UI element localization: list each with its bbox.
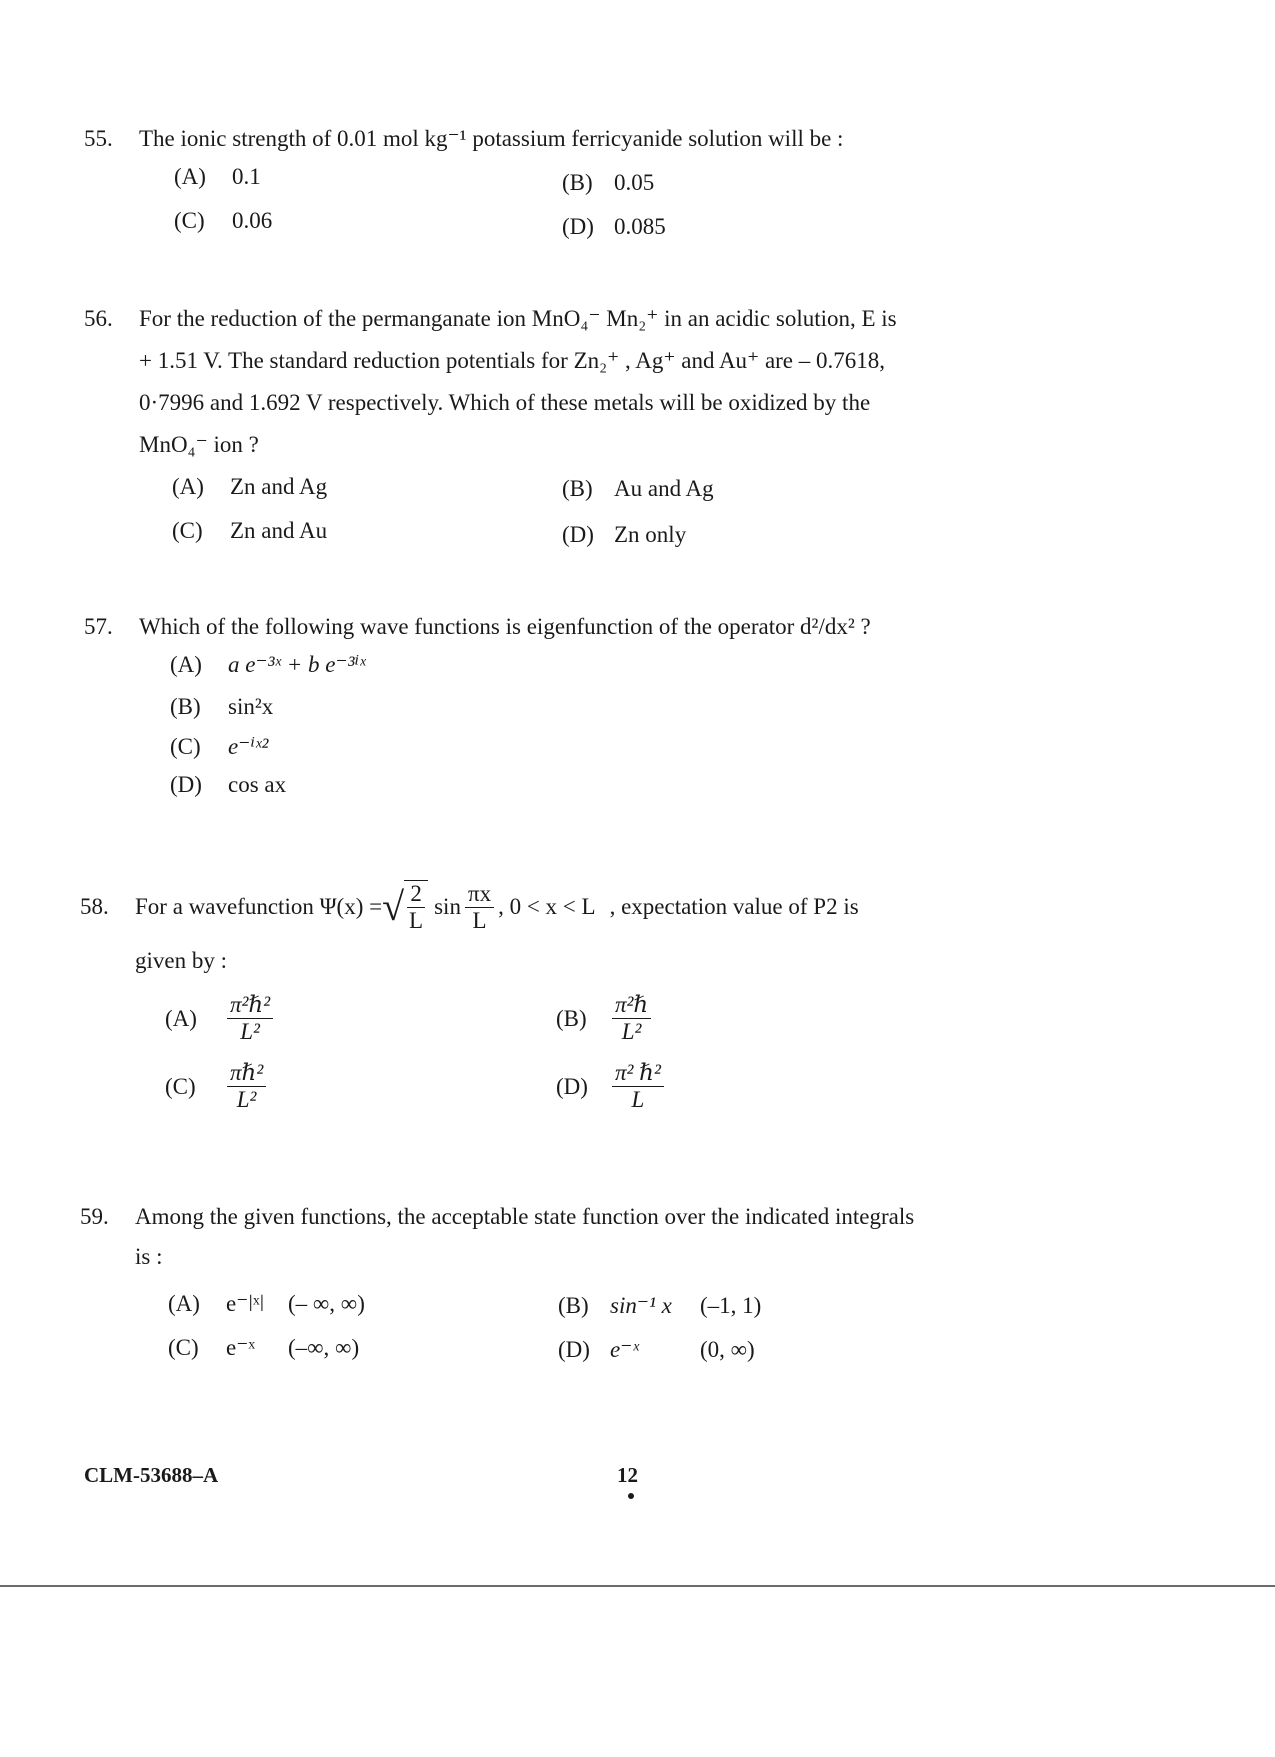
option-label: (A): [172, 474, 204, 499]
question-number: 55.: [84, 126, 113, 151]
fraction-denominator: L: [409, 908, 424, 933]
fraction-numerator: π² ℏ²: [612, 1060, 664, 1087]
option-function: sin⁻¹ x: [610, 1293, 672, 1318]
option-d: [558, 1337, 755, 1363]
option-text: Zn only: [614, 522, 687, 547]
option-label: (C): [172, 518, 203, 543]
bottom-rule: [0, 1585, 1275, 1587]
option-text: Zn and Ag: [230, 474, 328, 499]
option-interval: (–∞, ∞): [288, 1335, 360, 1360]
option-c: [170, 734, 268, 760]
option-interval: (–1, 1): [700, 1293, 762, 1318]
fraction-numerator: 2: [407, 881, 425, 908]
question-text-line: is :: [135, 1244, 163, 1269]
option-b: [562, 476, 714, 502]
paper-code: CLM-53688–A: [84, 1463, 219, 1487]
option-label: (C): [170, 734, 201, 759]
option-text: sin²x: [228, 694, 274, 719]
option-label: (D): [562, 522, 594, 547]
option-interval: (– ∞, ∞): [288, 1291, 365, 1316]
option-text: e⁻ⁱˣ²: [228, 734, 269, 759]
question-58: [80, 880, 1190, 1124]
option-label: (C): [165, 1073, 196, 1099]
question-text: Which of the following wave functions is eigenfunction of the operator d²/dx² ?: [139, 614, 871, 639]
option-text: 0.05: [614, 170, 655, 195]
option-b: [556, 992, 655, 1045]
option-fraction: [612, 1060, 664, 1113]
fraction-denominator: L: [472, 907, 487, 933]
question-text-line: 0·7996 and 1.692 V respectively. Which of these metals will be oxidized by the: [139, 390, 871, 415]
option-label: (B): [558, 1293, 589, 1318]
question-56: [84, 298, 1194, 566]
option-b: [170, 694, 273, 720]
option-d: [562, 214, 666, 240]
question-text-tail: , expectation value of P2 is: [609, 894, 859, 919]
question-number: 56.: [84, 306, 113, 331]
option-label: (D): [556, 1073, 588, 1099]
question-text-line: Among the given functions, the acceptable state function over the indicated integrals: [135, 1204, 915, 1229]
fraction-numerator: πx: [465, 881, 494, 908]
option-b: [558, 1293, 761, 1319]
fraction-denominator: L: [631, 1087, 645, 1112]
option-c: [174, 208, 272, 234]
question-number: 57.: [84, 614, 113, 639]
option-label: (A): [168, 1291, 200, 1316]
option-function: e⁻ˣ: [226, 1335, 255, 1360]
fraction-numerator: π²ℏ²: [227, 992, 273, 1019]
option-c: [168, 1335, 359, 1361]
question-59: [80, 1197, 1190, 1377]
question-number: 58.: [80, 894, 109, 919]
option-interval: (0, ∞): [700, 1337, 755, 1362]
sqrt-expression: [382, 880, 428, 934]
option-label: (B): [170, 694, 201, 719]
option-text: Zn and Au: [230, 518, 328, 543]
question-number: 59.: [80, 1204, 109, 1229]
fraction-numerator: πℏ²: [227, 1060, 266, 1087]
page-number-dot: [628, 1493, 634, 1499]
fraction-denominator: L²: [240, 1019, 260, 1044]
option-fraction: [227, 992, 273, 1045]
question-text: The ionic strength of 0.01 mol kg⁻¹ potassium ferricyanide solution will be :: [139, 126, 844, 151]
option-label: (C): [168, 1335, 199, 1360]
option-text: a e⁻³ˣ + b e⁻³ⁱˣ: [228, 652, 366, 677]
option-label: (B): [562, 476, 593, 501]
option-c: [165, 1060, 270, 1113]
question-55: [84, 118, 1194, 260]
option-label: (A): [174, 164, 206, 189]
fraction-denominator: L²: [621, 1019, 642, 1044]
option-text: 0.1: [232, 164, 261, 189]
option-label: (B): [556, 1005, 587, 1031]
page-number: 12: [617, 1463, 638, 1487]
option-fraction: [612, 992, 651, 1045]
sqrt-fraction: [406, 881, 426, 934]
option-d: [562, 522, 686, 548]
option-function: e⁻ˣ: [610, 1337, 639, 1362]
question-text-line: For the reduction of the permanganate ion MnO₄⁻ Mn₂⁺ in an acidic solution, E is: [139, 306, 897, 331]
option-label: (B): [562, 170, 593, 195]
question-text: [135, 880, 1190, 934]
fraction-numerator: π²ℏ: [612, 992, 651, 1019]
option-label: (D): [558, 1337, 590, 1362]
radical-sign: √: [382, 884, 405, 929]
option-label: (D): [170, 772, 202, 797]
question-57: [84, 606, 1194, 818]
question-text-line: MnO₄⁻ ion ?: [139, 432, 259, 457]
range-text: , 0 < x < L: [498, 894, 596, 919]
option-text: cos ax: [228, 772, 287, 797]
option-d: [170, 772, 286, 798]
sin-text: sin: [434, 894, 461, 919]
option-a: [165, 992, 277, 1045]
fraction-denominator: L²: [236, 1087, 257, 1112]
option-label: (C): [174, 208, 205, 233]
option-label: (A): [165, 1005, 197, 1031]
option-d: [556, 1060, 668, 1113]
equation-lhs: For a wavefunction Ψ(x) =: [135, 894, 383, 919]
sin-fraction: [465, 881, 494, 934]
option-label: (A): [170, 652, 202, 677]
option-a: [168, 1291, 365, 1317]
option-text: 0.085: [614, 214, 666, 239]
option-b: [562, 170, 654, 196]
option-text: 0.06: [232, 208, 273, 233]
option-fraction: [227, 1060, 266, 1113]
option-a: [170, 652, 366, 678]
question-text-line: given by :: [135, 948, 227, 973]
option-c: [172, 518, 327, 544]
option-a: [172, 474, 327, 500]
question-text-line: + 1.51 V. The standard reduction potentials for Zn₂⁺ , Ag⁺ and Au⁺ are – 0.7618,: [139, 348, 886, 373]
option-a: [174, 164, 261, 190]
option-label: (D): [562, 214, 594, 239]
option-function: e⁻ǀˣǀ: [226, 1291, 265, 1316]
option-text: Au and Ag: [614, 476, 714, 501]
